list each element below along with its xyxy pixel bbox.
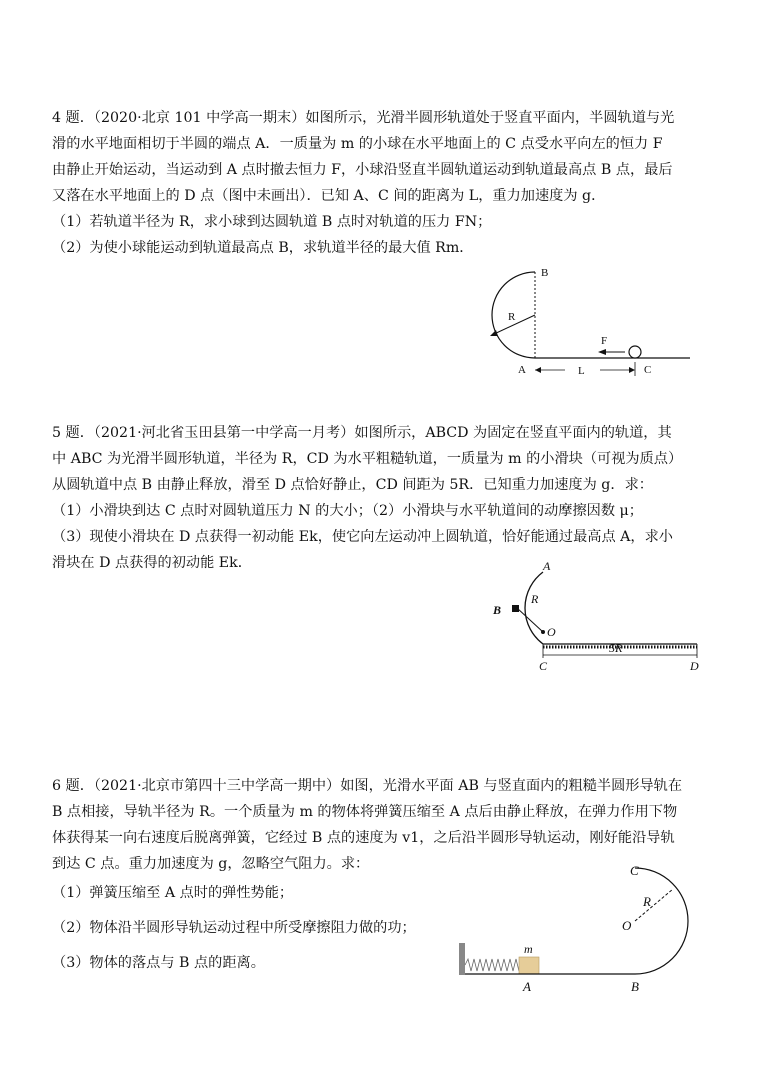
label-a: A [518, 364, 526, 376]
problem-6-line-3: 体获得某一向右速度后脱离弹簧，它经过 B 点的速度为 v1，之后沿半圆形导轨运动，刚好能沿导轨 [52, 830, 675, 846]
problem-4-question-1: （1）若轨道半径为 R，求小球到达圆轨道 B 点时对轨道的压力 FN； [52, 214, 492, 230]
label-f: F [601, 335, 608, 347]
semicircle-track [525, 572, 543, 644]
radius-arrowhead [490, 330, 498, 336]
problem-4-line-4: 又落在水平地面上的 D 点（图中未画出）．已知 A、C 间的距离为 L，重力加速度为 g． [52, 188, 606, 204]
label-b: B [631, 979, 639, 994]
wall [459, 943, 465, 975]
ball [629, 346, 641, 358]
l-dim-arrow-left [535, 367, 541, 373]
label-a: A [523, 979, 531, 994]
force-arrowhead [598, 349, 606, 355]
label-5r: 5R [609, 641, 623, 655]
semicircle-guide [635, 868, 688, 974]
problem-6-question-2: （2）物体沿半圆形导轨运动过程中所受摩擦阻力做的功； [52, 920, 416, 936]
center-point [541, 630, 545, 634]
problem-5-line-2: 中 ABC 为光滑半圆形轨道，半径为 R，CD 为水平粗糙轨道，一质量为 m 的小滑块（可视为质点） [52, 451, 683, 467]
spring [465, 959, 524, 971]
problem-6-line-2: B 点相接，导轨半径为 R。一个质量为 m 的物体将弹簧压缩至 A 点后由静止释放，在弹力作用下物 [52, 804, 678, 820]
radius-line [635, 889, 673, 921]
label-a: A [543, 559, 551, 573]
label-r: R [643, 894, 651, 909]
problem-6-line-4: 到达 C 点。重力加速度为 g，忽略空气阻力。求： [52, 856, 370, 872]
problem-4-line-3: 由静止开始运动，当运动到 A 点时撤去恒力 F，小球沿竖直半圆轨道运动到轨道最高点 B 点，最后 [52, 162, 673, 178]
problem-4-line-1: 4 题．（2020·北京 101 中学高一期末）如图所示，光滑半圆形轨道处于竖直平面内，半圆轨道与光 [52, 110, 675, 126]
problem-4-question-2: （2）为使小球能运动到轨道最高点 B，求轨道半径的最大值 Rm． [52, 240, 474, 256]
block [519, 957, 539, 974]
problem-6-question-1: （1）弹簧压缩至 A 点时的弹性势能； [52, 885, 294, 901]
problem-5-question-3-line-2: 滑块在 D 点获得的初动能 Ek． [52, 555, 252, 571]
label-o: O [622, 918, 632, 933]
problem-6-figure [455, 855, 710, 995]
problem-5-question-1-2: （1）小滑块到达 C 点时对圆轨道压力 N 的大小；（2）小滑块与水平轨道间的动摩擦因数 μ； [52, 503, 643, 519]
label-b: B [541, 267, 549, 279]
label-c: C [630, 863, 639, 878]
label-b: B [493, 603, 502, 617]
problem-6-question-3: （3）物体的落点与 B 点的距离。 [52, 955, 265, 971]
problem-4-line-2: 滑的水平地面相切于半圆的端点 A．一质量为 m 的小球在水平地面上的 C 点受水平向左的恒力 F [52, 136, 663, 152]
label-l: L [578, 365, 585, 377]
problem-5-line-3: 从圆轨道中点 B 由静止释放，滑至 D 点恰好静止，CD 间距为 5R．已知重力加速度为 g．求： [52, 477, 653, 493]
label-o: O [547, 625, 556, 639]
problem-5-question-3-line-1: （3）现使小滑块在 D 点获得一初动能 Ek，使它向左运动冲上圆轨道，恰好能通过最高点 A，求小 [52, 529, 673, 545]
label-m: m [524, 942, 533, 956]
l-dim-arrow-right [629, 367, 635, 373]
problem-4-figure [460, 262, 700, 384]
problem-6-line-1: 6 题．（2021·北京市第四十三中学高一期中）如图，光滑水平面 AB 与竖直面内的粗糙半圆形导轨在 [52, 778, 683, 794]
problem-5-line-1: 5 题．（2021·河北省玉田县第一中学高一月考）如图所示，ABCD 为固定在竖直平面内的轨道，其 [52, 425, 672, 441]
label-r: R [531, 592, 539, 606]
label-c: C [644, 364, 652, 376]
label-r: R [508, 311, 516, 323]
label-c: C [539, 659, 548, 673]
label-d: D [690, 659, 699, 673]
problem-5-figure [485, 556, 715, 674]
